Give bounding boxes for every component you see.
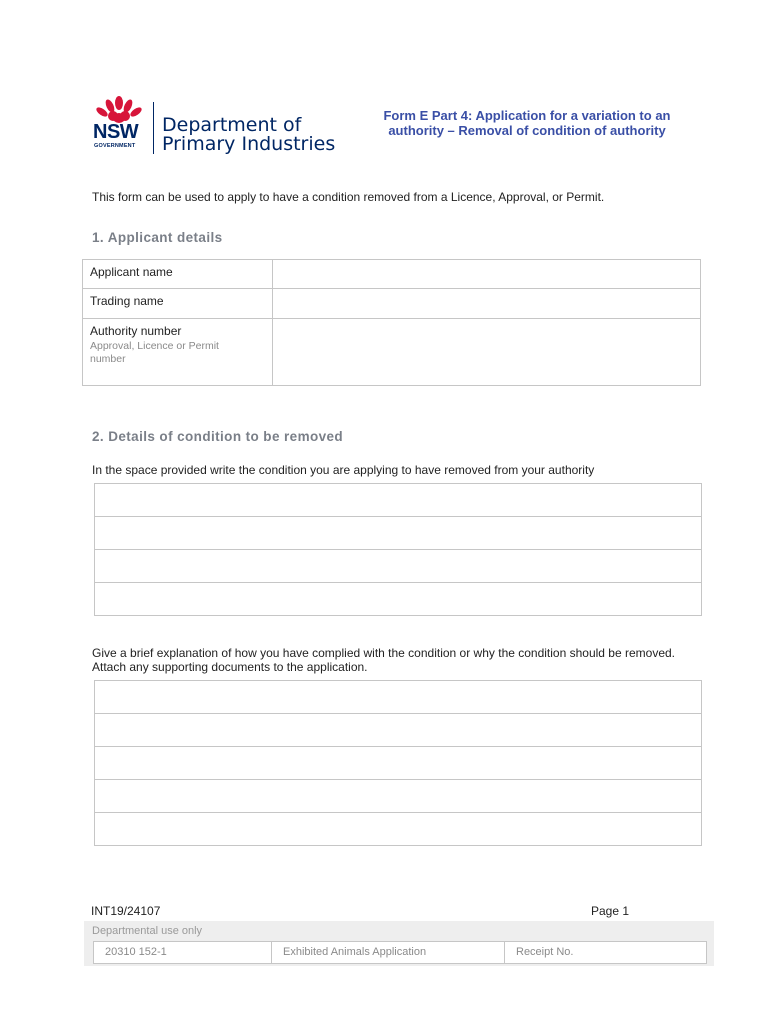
condition-line[interactable] [95,582,701,615]
departmental-use-label: Departmental use only [92,925,203,937]
condition-line[interactable] [95,549,701,582]
department-name-line2: Primary Industries [162,133,336,155]
authority-number-label: Authority number [90,324,182,338]
form-code-cell: 20310 152-1 [94,942,272,963]
department-name-line1: Department of [162,114,302,136]
department-name [162,116,335,154]
trading-name-row [83,288,700,318]
authority-number-hint: Approval, Licence or Permit number [90,340,219,365]
intro-text: This form can be used to apply to have a condition removed from a Licence, Approval, or Permit. [92,190,605,204]
page-number: Page 1 [591,904,630,918]
section2-heading: 2. Details of condition to be removed [92,429,344,444]
explanation-text-box[interactable] [94,680,702,846]
application-type-cell: Exhibited Animals Application [272,942,505,963]
section1-heading: 1. Applicant details [92,230,223,245]
nsw-dpi-logo [90,96,350,158]
applicant-details-table [82,259,701,386]
logo-government-text: GOVERNMENT [94,143,136,149]
form-title [362,108,692,138]
explanation-line[interactable] [95,713,701,746]
authority-number-field[interactable] [273,319,700,385]
explanation-line[interactable] [95,681,701,713]
applicant-name-label: Applicant name [83,260,273,288]
receipt-number-cell: Receipt No. [516,946,574,958]
trading-name-label: Trading name [83,289,273,318]
form-title-line2: authority – Removal of condition of authority [388,123,666,138]
explanation-line[interactable] [95,779,701,812]
condition-text-box[interactable] [94,483,702,616]
departmental-use-cells [93,941,707,964]
document-id: INT19/24107 [91,904,161,918]
explanation-instruction: Give a brief explanation of how you have complied with the condition or why the condition should be removed. Attach any supporting documents to the application. [92,646,676,674]
condition-instruction: In the space provided write the condition you are applying to have removed from your authority [92,463,595,477]
form-title-line1: Form E Part 4: Application for a variation to an [383,108,671,123]
explanation-line[interactable] [95,746,701,779]
trading-name-field[interactable] [273,289,700,318]
applicant-name-field[interactable] [273,260,700,288]
logo-divider [153,102,154,154]
condition-line[interactable] [95,516,701,549]
condition-line[interactable] [95,484,701,516]
departmental-use-band [84,921,714,966]
authority-number-row [83,318,700,385]
logo-nsw-text: NSW [93,121,139,143]
authority-number-label-cell [83,319,273,385]
explanation-line[interactable] [95,812,701,845]
applicant-name-row [83,260,700,288]
